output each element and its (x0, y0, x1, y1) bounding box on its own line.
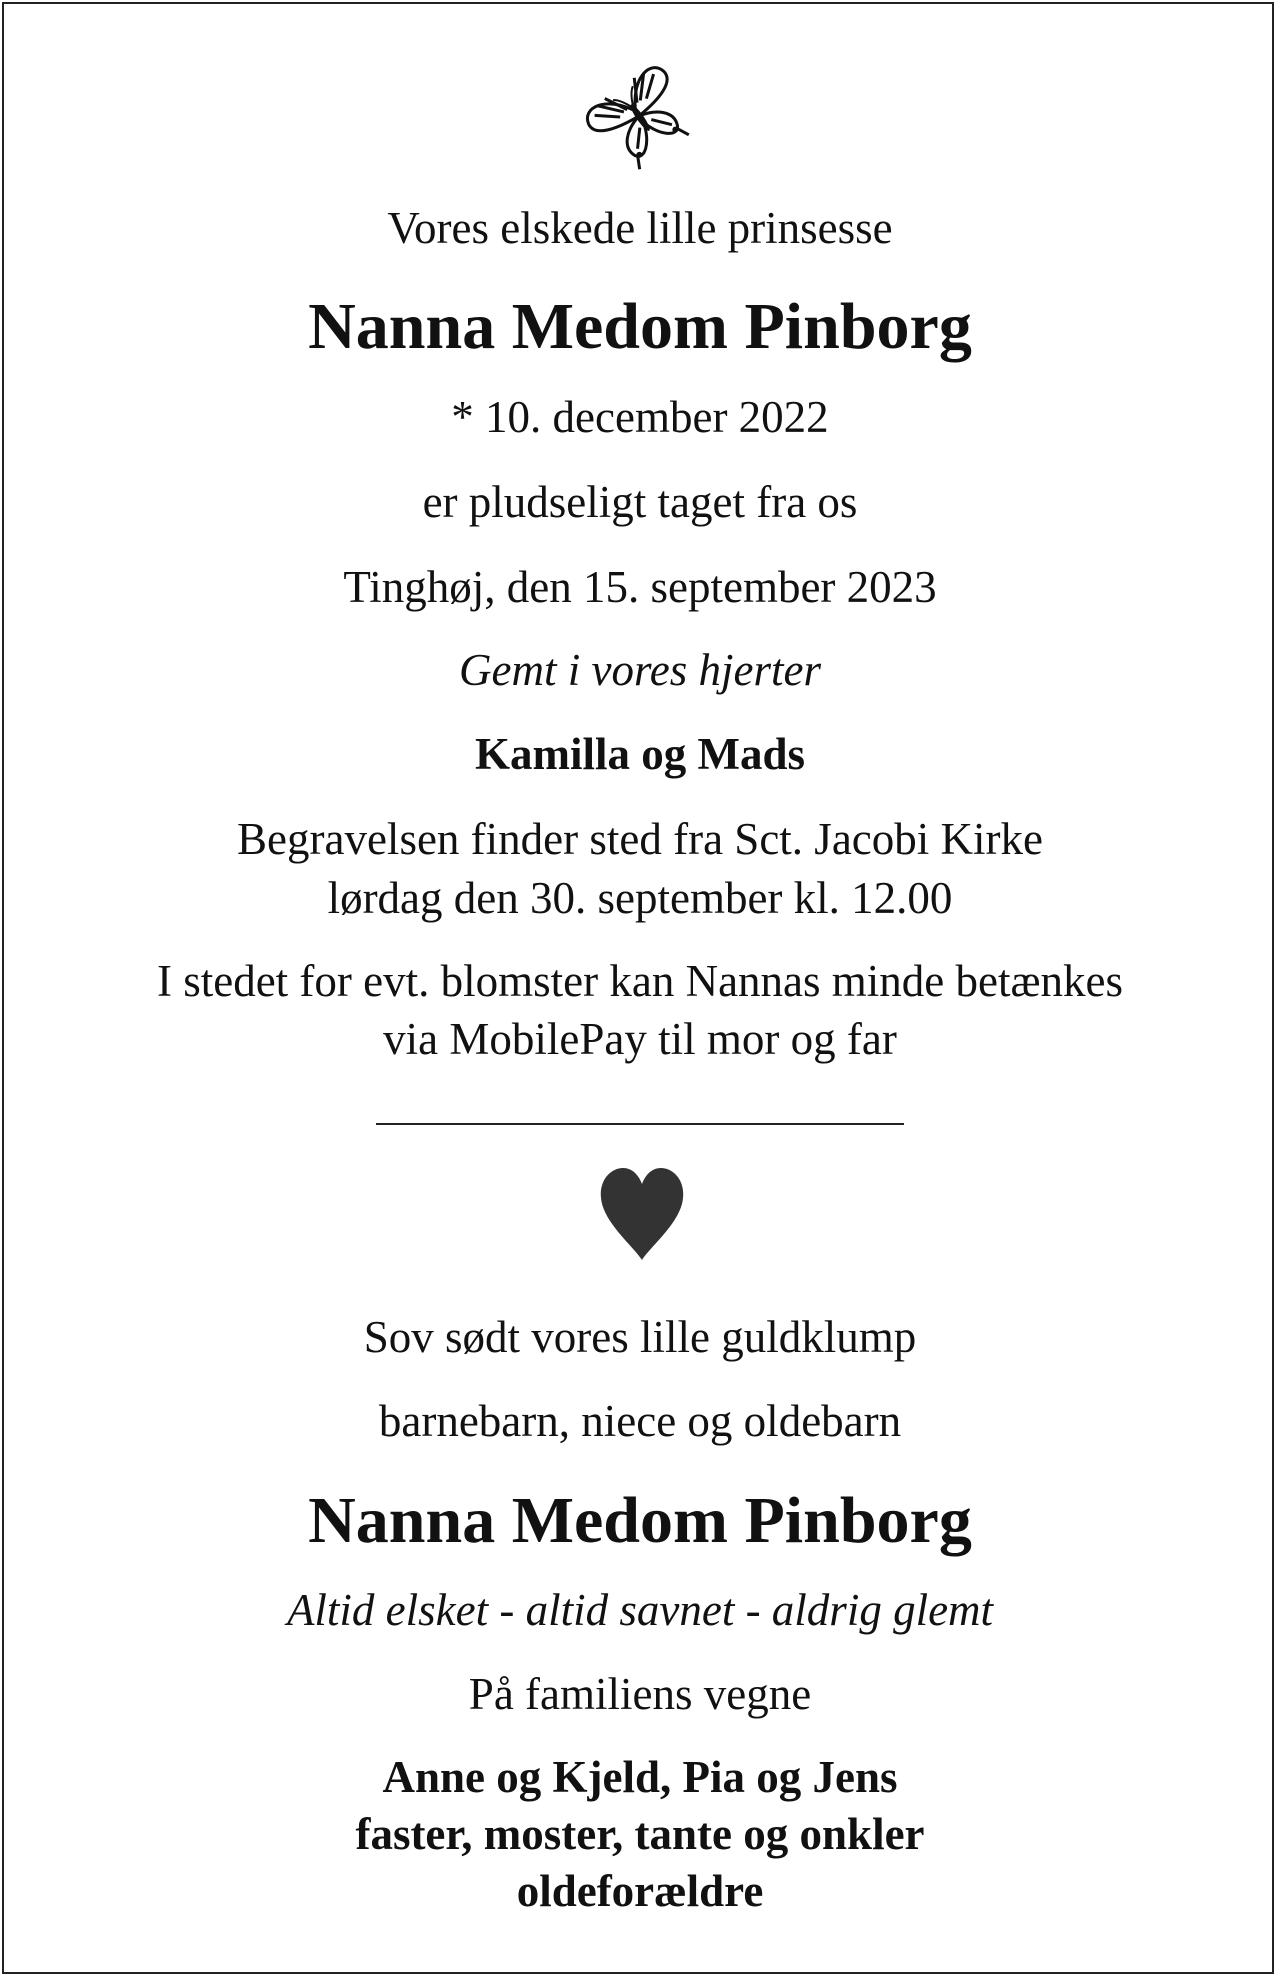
signed-by: Kamilla og Mads (474, 729, 805, 779)
relation-text: barnebarn, niece og oldebarn (378, 1396, 902, 1446)
place-date: Tinghøj, den 15. september 2023 (343, 562, 937, 612)
donation-info-line-2: via MobilePay til mor og far (383, 1014, 897, 1064)
divider-line (376, 1123, 904, 1125)
second-signed-line-3: oldeforældre (516, 1866, 764, 1916)
second-signed-line-2: faster, moster, tante og onkler (355, 1809, 925, 1859)
second-deceased-name: Nanna Medom Pinborg (308, 1484, 972, 1557)
taken-text: er pludseligt taget fra os (422, 477, 858, 527)
second-signed-line-1: Anne og Kjeld, Pia og Jens (382, 1752, 898, 1802)
funeral-info-line-1: Begravelsen finder sted fra Sct. Jacobi Kirke (237, 814, 1043, 864)
deceased-name: Nanna Medom Pinborg (308, 290, 972, 363)
motto: Gemt i vores hjerter (459, 645, 821, 695)
donation-info-line-1: I stedet for evt. blomster kan Nannas minde betænkes (156, 956, 1123, 1006)
heart-icon (599, 1166, 685, 1262)
funeral-info-line-2: lørdag den 30. september kl. 12.00 (327, 873, 953, 923)
birth-date: * 10. december 2022 (451, 392, 829, 442)
intro-text: Vores elskede lille prinsesse (387, 203, 893, 253)
second-motto: Altid elsket - altid savnet - aldrig glemt (286, 1585, 994, 1635)
butterfly-icon (583, 60, 695, 172)
on-behalf-text: På familiens vegne (468, 1669, 812, 1719)
second-intro-text: Sov sødt vores lille guldklump (363, 1312, 917, 1362)
